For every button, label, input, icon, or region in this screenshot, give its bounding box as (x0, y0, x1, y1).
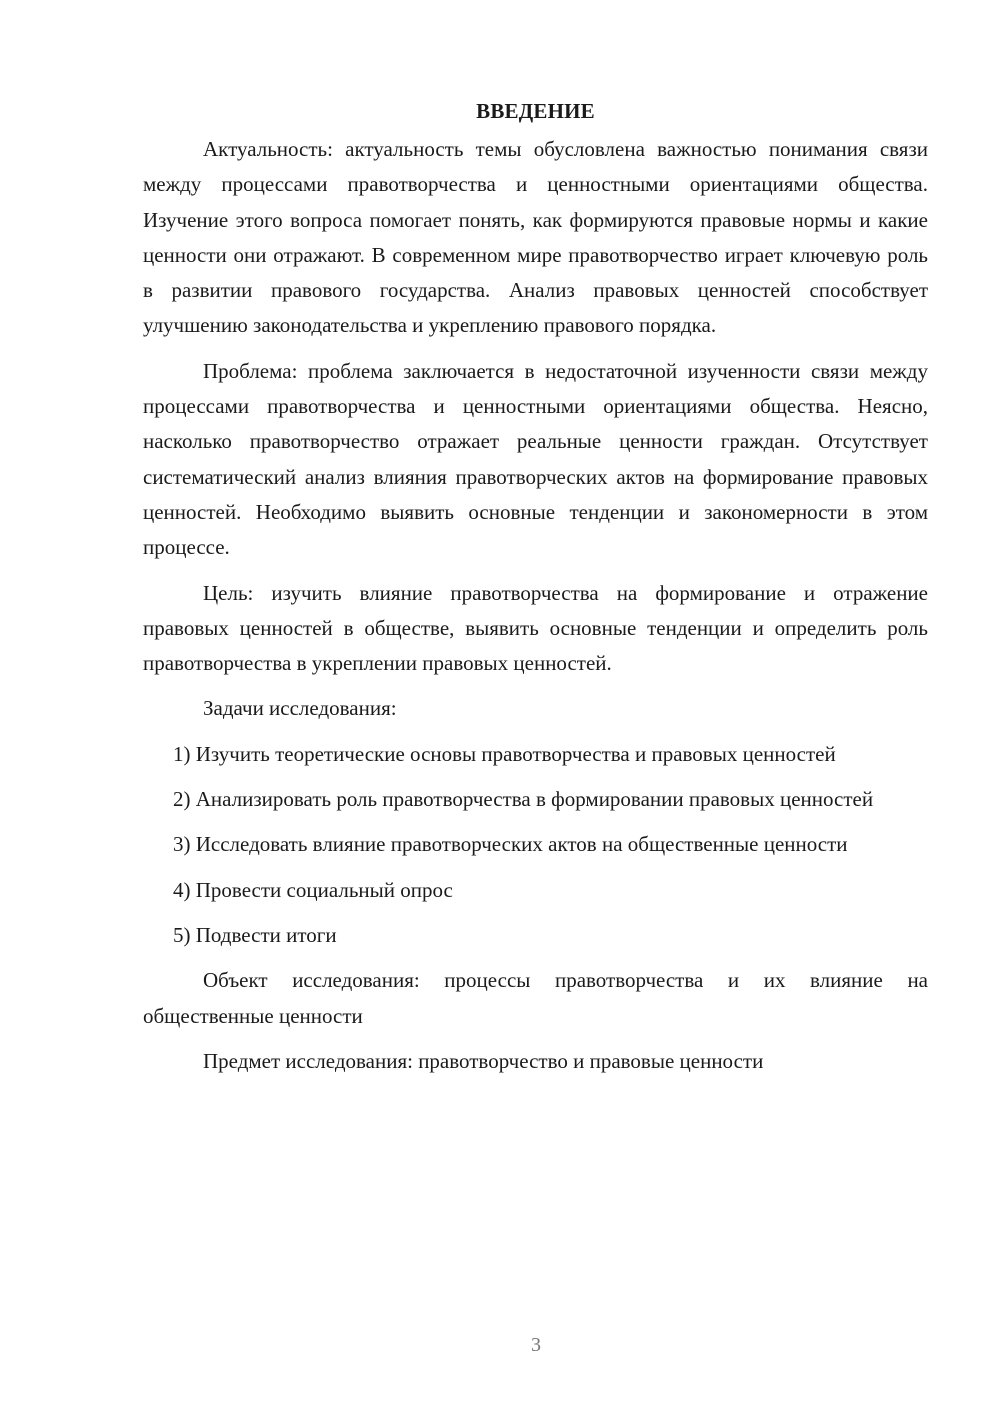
page-title: ВВЕДЕНИЕ (476, 99, 595, 123)
goal-paragraph: Цель: изучить влияние правотворчества на формирование и отражение правовых ценностей в обществе, выявить основные тенденции и определить роль правотворчества в укреплении правовых ценностей. (143, 580, 928, 676)
task-item: 3) Исследовать влияние правотворческих актов на общественные ценности (173, 832, 848, 857)
problem-paragraph: Проблема: проблема заключается в недостаточной изученности связи между процессами правотворчества и ценностными ориентациями общества. Неясно, насколько правотворчество отражает реальные ценности граждан. Отсутствует систематический анализ влияния правотворческих актов на формирование правовых ценностей. Необходимо выявить основные тенденции и закономерности в этом процессе. (143, 358, 928, 560)
page-number: 3 (531, 1334, 541, 1356)
tasks-heading: Задачи исследования: (203, 696, 397, 721)
document-body (143, 98, 928, 1079)
task-item: 2) Анализировать роль правотворчества в формировании правовых ценностей (173, 787, 874, 812)
subject-paragraph: Предмет исследования: правотворчество и правовые ценности (203, 1048, 764, 1073)
relevance-paragraph: Актуальность: актуальность темы обусловлена важностью понимания связи между процессами правотворчества и ценностными ориентациями общества. Изучение этого вопроса помогает понять, как формируются правовые нормы и какие ценности они отражают. В современном мире правотворчество играет ключевую роль в развитии правового государства. Анализ правовых ценностей способствует улучшению законодательства и укреплению правового порядка. (143, 137, 928, 338)
task-item: 4) Провести социальный опрос (173, 877, 453, 902)
task-item: 5) Подвести итоги (173, 922, 337, 947)
object-paragraph: Объект исследования: процессы правотворчества и их влияние на общественные ценности (143, 968, 928, 1028)
task-item: 1) Изучить теоретические основы правотворчества и правовых ценностей (173, 741, 836, 766)
